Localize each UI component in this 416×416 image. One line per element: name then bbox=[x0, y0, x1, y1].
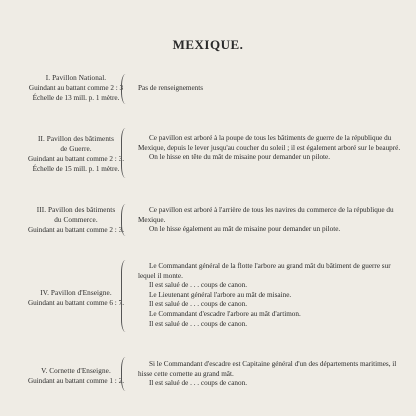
section-4-paragraph-2: Le Lieutenant général l'arbore au mât de misaine. bbox=[149, 290, 292, 299]
section-2-heading: II. Pavillon des bâtiments bbox=[37, 135, 115, 143]
section-5-ratio: Guindant au battant comme 1 : 2. bbox=[27, 377, 124, 385]
section-1-paragraph: Pas de renseignements bbox=[138, 84, 204, 92]
section-3-paragraph-1: Ce pavillon est arboré à l'arrière de tous les navires du commerce de la république du Mexique. bbox=[138, 206, 394, 224]
section-2-text bbox=[138, 134, 408, 163]
section-4-salute-2: Il est salué de . . . coups de canon. bbox=[149, 300, 247, 309]
section-3-ratio: Guindant au battant comme 2 : 3. bbox=[27, 226, 124, 234]
section-4-paragraph-3: Le Commandant d'escadre l'arbore au mât d'artimon. bbox=[149, 309, 301, 318]
section-1-text bbox=[138, 84, 408, 94]
section-3-paragraph-2: On le hisse également au mât de misaine pour demander un pilote. bbox=[149, 225, 341, 234]
section-4-text bbox=[138, 262, 408, 329]
section-2-brace bbox=[121, 128, 130, 178]
section-1-scale: Échelle de 13 mill. p. 1 mètre. bbox=[32, 94, 120, 102]
section-5-salute: Il est salué de . . . coups de canon. bbox=[149, 379, 247, 388]
section-4-heading: IV. Pavillon d'Enseigne. bbox=[40, 289, 112, 297]
section-3-heading-cont: du Commerce. bbox=[54, 216, 98, 224]
section-5-paragraph-1: Si le Commandant d'escadre est Capitaine général d'un des départements maritimes, il hisse cette cornette au grand mât. bbox=[138, 360, 397, 378]
section-2-scale: Échelle de 15 mill. p. 1 mètre. bbox=[32, 165, 120, 173]
section-1-brace bbox=[121, 74, 130, 104]
section-4-paragraph-1: Le Commandant général de la flotte l'arbore au grand mât du bâtiment de guerre sur lequel il monte. bbox=[138, 262, 391, 280]
section-4-brace bbox=[121, 260, 130, 332]
section-3-heading: III. Pavillon des bâtiments bbox=[36, 206, 116, 214]
section-1-ratio: Guindant au battant comme 2 : 3 bbox=[28, 84, 124, 92]
section-1-heading: I. Pavillon National. bbox=[45, 74, 107, 82]
section-4-ratio: Guindant au battant comme 6 : 7. bbox=[27, 299, 124, 307]
section-3-text bbox=[138, 206, 408, 235]
section-5-text bbox=[138, 360, 408, 389]
section-5-brace bbox=[121, 357, 130, 391]
section-2-paragraph-2: On le hisse en tête du mât de misaine pour demander un pilote. bbox=[149, 153, 331, 162]
section-3-brace bbox=[121, 204, 130, 236]
section-5-heading: V. Cornette d'Enseigne. bbox=[41, 367, 111, 375]
section-4-salute-1: Il est salué de . . . coups de canon. bbox=[149, 281, 247, 290]
section-4-salute-3: Il est salué de . . . coups de canon. bbox=[149, 319, 247, 328]
section-2-heading-cont: de Guerre. bbox=[60, 145, 92, 153]
section-2-ratio: Guindant au battant comme 2 : 3. bbox=[27, 155, 124, 163]
page-title: MEXIQUE. bbox=[172, 37, 244, 52]
section-2-paragraph-1: Ce pavillon est arboré à la poupe de tous les bâtiments de guerre de la république du Mexique, depuis le lever jusqu'au coucher du soleil ; il est également arboré sur le beaupré. bbox=[138, 134, 401, 152]
